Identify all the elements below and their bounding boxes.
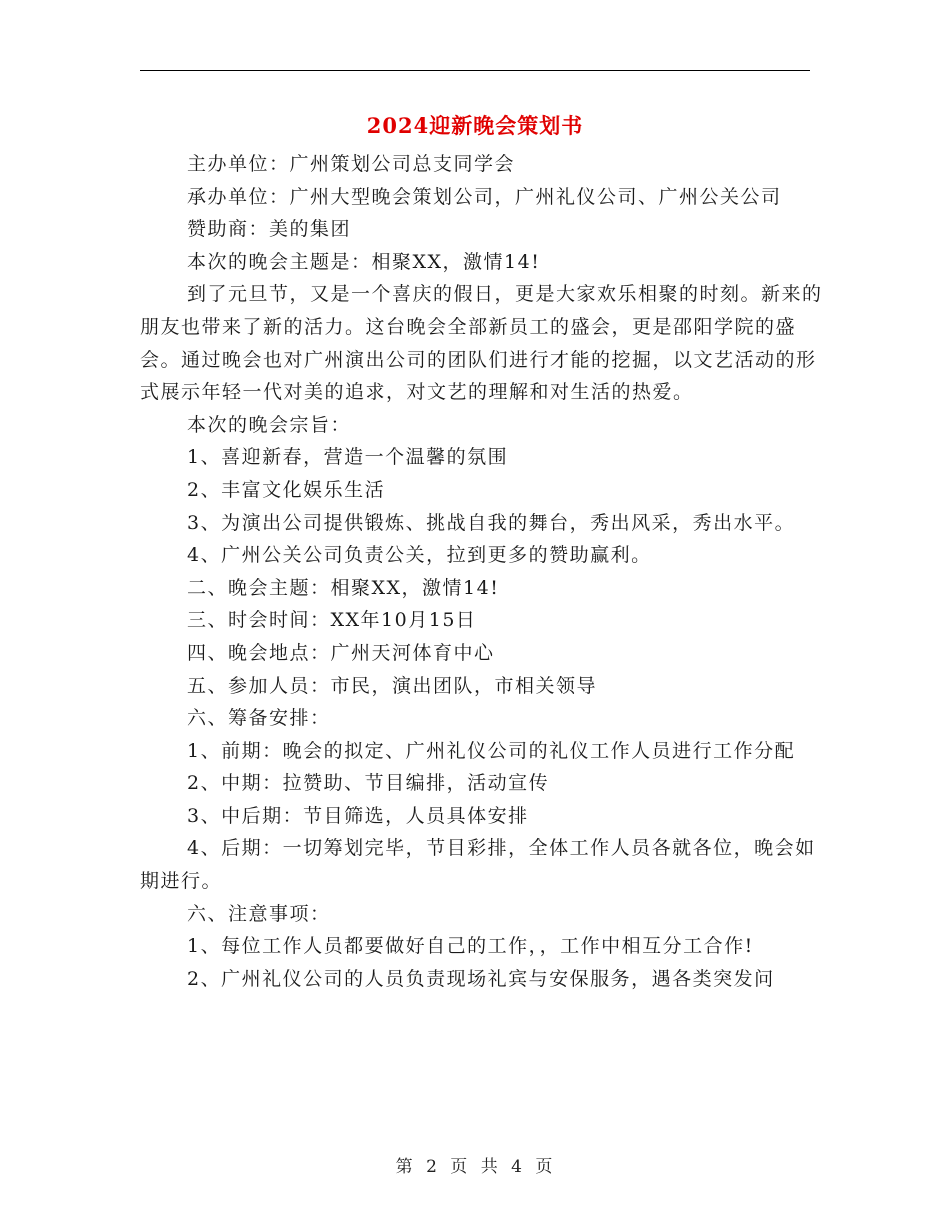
paragraph: 三、时会时间：XX年10月15日 (187, 609, 477, 632)
paragraph: 3、为演出公司提供锻炼、挑战自我的舞台，秀出风采，秀出水平。 (187, 511, 796, 534)
paragraph: 2、中期：拉赞助、节目编排，活动宣传 (187, 772, 550, 795)
paragraph: 二、晚会主题：相聚XX，激情14! (187, 576, 500, 599)
paragraph: 六、注意事项： (187, 902, 331, 925)
paragraph: 3、中后期：节目筛选，人员具体安排 (187, 804, 529, 827)
paragraph: 1、前期：晚会的拟定、广州礼仪公司的礼仪工作人员进行工作分配 (187, 739, 796, 762)
paragraph: 本次的晚会主题是：相聚XX，激情14! (187, 250, 541, 273)
paragraph: 到了元旦节，又是一个喜庆的假日，更是大家欢乐相聚的时刻。新来的朋友也带来了新的活力。这台晚会全部新员工的盛会，更是邵阳学院的盛会。通过晚会也对广州演出公司的团队们进行才能的挖掘，以文艺活动的形式展示年轻一代对美的追求，对文艺的理解和对生活的热爱。 (140, 283, 823, 404)
paragraph: 四、晚会地点：广州天河体育中心 (187, 641, 495, 664)
paragraph: 2、丰富文化娱乐生活 (187, 478, 386, 501)
paragraph: 4、后期：一切筹划完毕，节目彩排，全体工作人员各就各位，晚会如期进行。 (140, 837, 816, 893)
document-body (140, 148, 830, 995)
paragraph: 主办单位：广州策划公司总支同学会 (187, 153, 516, 175)
paragraph: 本次的晚会宗旨： (187, 413, 352, 436)
page-number-footer: 第 2 页 共 4 页 (395, 1157, 555, 1177)
paragraph: 2、广州礼仪公司的人员负责现场礼宾与安保服务，遇各类突发问 (187, 967, 775, 990)
paragraph: 承办单位：广州大型晚会策划公司，广州礼仪公司、广州公关公司 (187, 185, 782, 208)
paragraph: 4、广州公关公司负责公关，拉到更多的赞助赢利。 (187, 544, 652, 567)
paragraph: 1、喜迎新春，营造一个温馨的氛围 (187, 446, 509, 469)
paragraph: 五、参加人员：市民，演出团队，市相关领导 (187, 674, 598, 697)
paragraph: 赞助商：美的集团 (187, 218, 352, 241)
header-rule (140, 70, 810, 71)
document-title: 2024迎新晚会策划书 (366, 113, 584, 138)
paragraph: 六、筹备安排： (187, 707, 331, 730)
paragraph: 1、每位工作人员都要做好自己的工作，，工作中相互分工合作! (187, 935, 754, 958)
